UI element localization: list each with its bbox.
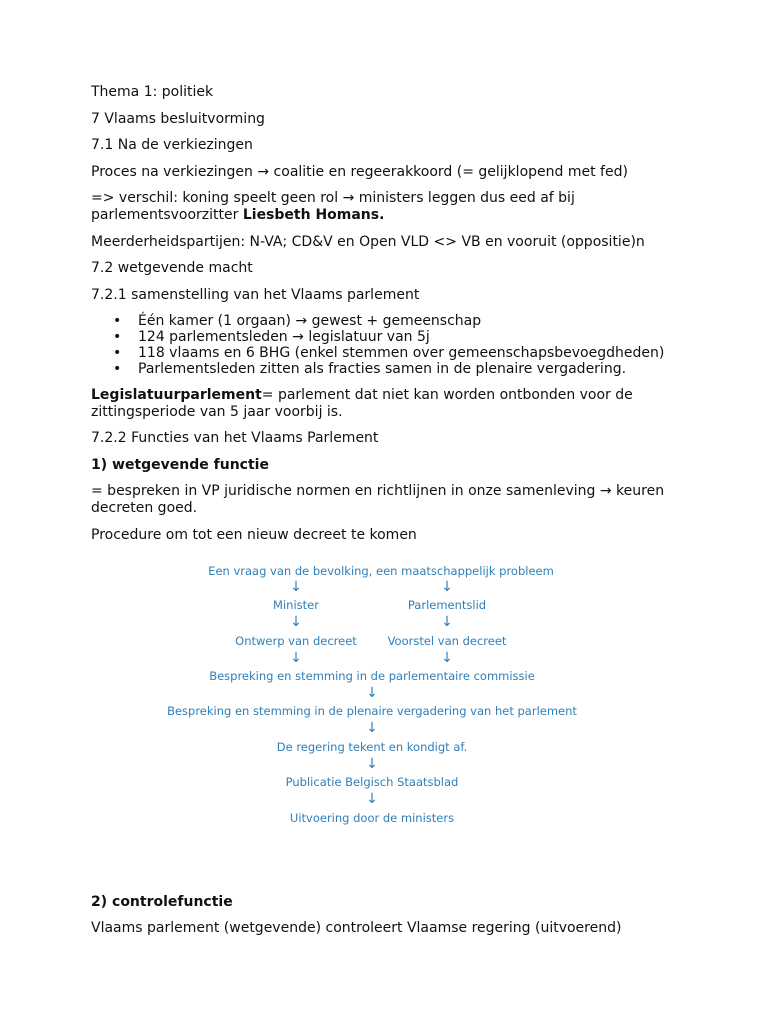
bullet-icon: • [113,329,122,345]
section-7-1-heading: 7.1 Na de verkiezingen [91,137,253,153]
document-title: Thema 1: politiek [91,84,214,100]
section-7-2-1-heading: 7.2.1 samenstelling van het Vlaams parlement [91,286,420,303]
down-arrow-icon: ↓ [441,578,453,595]
down-arrow-icon: ↓ [366,755,378,772]
list-item [91,361,691,377]
paragraph-proces-text-a: Proces na verkiezingen [91,163,258,180]
paragraph-verschil-text-a: => verschil: koning speelt geen rol [91,190,343,206]
flow-node-plenaire: Bespreking en stemming in de plenaire vergadering van het parlement [167,703,577,718]
samenstelling-list [91,313,691,377]
right-arrow-icon: → [257,163,270,180]
document-page [91,84,691,947]
paragraph-verschil-text-b: ministers leggen dus eed af bij parlementsvoorzitter [91,190,575,223]
wetgevende-text-a: = bespreken in VP juridische normen en richtlijnen in onze samenleving [91,483,600,499]
flow-node-commissie: Bespreking en stemming in de parlementaire commissie [209,668,535,683]
down-arrow-icon: ↓ [290,613,302,630]
paragraph-wetgevende-functie [91,483,691,517]
list-item-text-b: gewest + gemeenschap [307,313,482,329]
flow-node-voorstel: Voorstel van decreet [387,633,507,648]
decree-procedure-flowchart [161,564,601,834]
right-arrow-icon: → [292,329,304,345]
chapter-heading: 7 Vlaams besluitvorming [91,110,265,127]
legislatuur-term: Legislatuurparlement [91,386,262,403]
bullet-icon: • [113,361,122,377]
procedure-intro: Procedure om tot een nieuw decreet te komen [91,526,417,543]
list-item-text-a: 124 parlementsleden [138,329,293,345]
bullet-icon: • [113,313,122,329]
down-arrow-icon: ↓ [366,684,378,701]
flow-node-regering: De regering tekent en kondigt af. [276,739,468,754]
list-item-text-b: legislatuur van 5j [303,329,430,345]
list-item-text-a: Één kamer (1 orgaan) [138,313,296,329]
bullet-icon: • [113,345,122,361]
paragraph-verschil [91,190,691,224]
flow-node-uitvoering: Uitvoering door de ministers [289,810,455,825]
right-arrow-icon: → [599,483,612,499]
paragraph-proces-text-b: coalitie en regeerakkoord (= gelijklopend met fed) [269,163,628,180]
function-1-heading-text: 1) wetgevende functie [91,456,269,473]
right-arrow-icon: → [342,190,355,206]
paragraph-controlefunctie: Vlaams parlement (wetgevende) controleert Vlaamse regering (uitvoerend) [91,920,622,936]
paragraph-legislatuur [91,387,691,421]
function-1-heading [91,457,691,474]
down-arrow-icon: ↓ [366,719,378,736]
flow-node-ontwerp: Ontwerp van decreet [235,633,357,648]
list-item-text-a: 118 vlaams en 6 BHG (enkel stemmen over gemeenschapsbevoegdheden) [138,345,665,361]
list-item [91,345,691,361]
right-arrow-icon: → [295,313,308,329]
down-arrow-icon: ↓ [441,613,453,630]
section-7-2-2-heading: 7.2.2 Functies van het Vlaams Parlement [91,430,379,446]
flow-node-publicatie: Publicatie Belgisch Staatsblad [285,774,459,789]
function-2-heading-text: 2) controlefunctie [91,893,233,910]
list-item-text-a: Parlementsleden zitten als fracties samen in de plenaire vergadering. [138,361,627,377]
down-arrow-icon: ↓ [290,578,302,595]
list-item [91,313,691,329]
flow-node-minister: Minister [273,597,319,612]
section-7-2-heading: 7.2 wetgevende macht [91,260,253,276]
down-arrow-icon: ↓ [441,649,453,666]
list-item [91,329,691,345]
legislatuur-definition: = parlement dat niet kan worden ontbonden voor de zittingsperiode van 5 jaar voorbij is. [91,386,633,420]
parlementsvoorzitter-name: Liesbeth Homans. [242,207,385,223]
paragraph-meerderheid: Meerderheidspartijen: N-VA; CD&V en Open VLD <> VB en vooruit (oppositie)n [91,233,645,250]
down-arrow-icon: ↓ [366,790,378,807]
flow-node-start: Een vraag van de bevolking, een maatschappelijk probleem [208,563,554,578]
function-2-heading [91,894,691,911]
flow-node-parlementslid: Parlementslid [407,597,487,612]
paragraph-proces [91,164,691,181]
wetgevende-text-b: keuren decreten goed. [91,483,665,516]
down-arrow-icon: ↓ [290,649,302,666]
